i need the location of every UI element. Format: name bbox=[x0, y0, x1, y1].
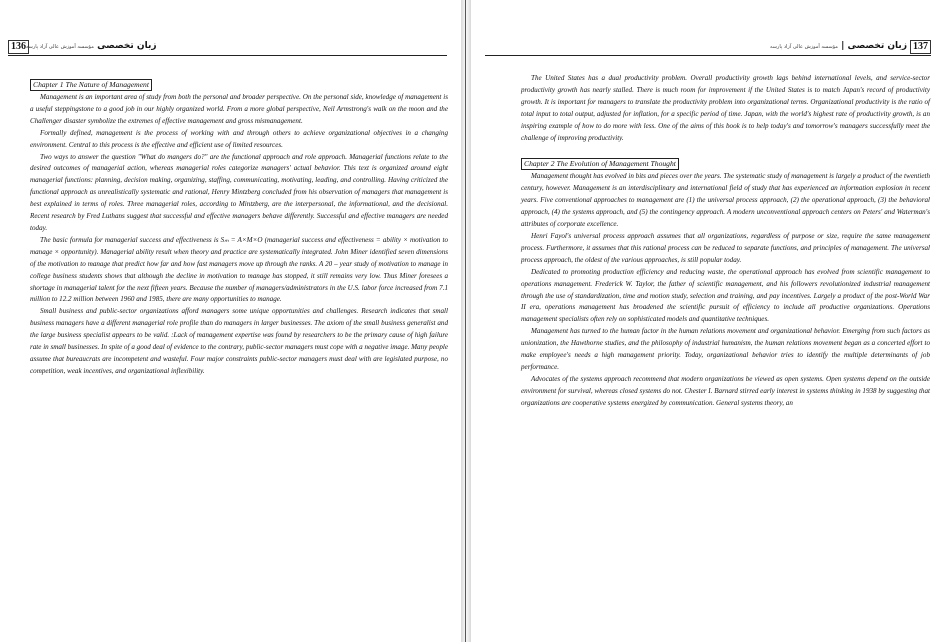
page-number: 137 bbox=[910, 40, 931, 54]
right-page-body bbox=[521, 73, 930, 410]
header-title: زبان تخصصی bbox=[97, 41, 157, 51]
paragraph: The United States has a dual productivity problem. Overall productivity growth lags behind international levels, and service-sector productivity growth has nearly stalled. There is much room for improvement if the United States is to match Japan's record of productivity growth. It is important for managers to translate the productivity problem into organizational terms. Organizational productivity is the ratio of total input to total output, adjusted for inflation, for a specific period of time. Japan, with the world's highest rate of productivity growth, is an inspiring example of how to do more with less. One of the aims of this book is to help today's and tomorrow's managers successfully meet the challenge of improving productivity. bbox=[521, 74, 930, 142]
left-page-body bbox=[30, 79, 448, 378]
paragraph: Management thought has evolved in bits and pieces over the years. The systematic study of management is largely a product of the twentieth century, however. Management is an interdisciplinary and international field of study that has experienced an information explosion in recent years. Five conventional approaches to management are (1) the universal process approach, (2) the operational approach, (3) the behavioral approach, (4) the systems approach, and (5) the contingency approach. A modern unconventional approach centers on Peters' and Waterman's attributes of corporate excellence. bbox=[521, 172, 930, 229]
paragraph: Henri Fayol's universal process approach assumes that all organizations, regardless of purpose or size, require the same management process. Furthermore, it assumes that this rational process can be reduced to separate functions, and principles of management. The universal process approach, the oldest of the various approaches, is still popular today. bbox=[521, 231, 930, 264]
page-number: 136 bbox=[8, 40, 29, 54]
paragraph: Dedicated to promoting production efficiency and reducing waste, the operational approach has evolved from scientific management to operations management. Frederick W. Taylor, the father of scientific management, and his followers revolutionized industrial management through the use of standardization, time and motion study, selection and training, and pay incentives. Largely a product of the post-World War II era, operations management has broadened the scientific pursuit of efficiency to include all productive organizations. Operations management specialists often rely on sophisticated models and quantitative techniques. bbox=[521, 267, 930, 324]
header-title: زبان تخصصی bbox=[847, 41, 907, 51]
right-page-header bbox=[485, 40, 931, 54]
paragraph: The basic formula for managerial success and effectiveness is Sₘ = A×M×O (managerial success and effectiveness = ability × motivation to manage × opportunity). Managerial ability result when theory and practice are systematically integrated. John Miner identified seven dimensions of the motivation to manage that predict how far and how fast managers move up through the ranks. A 20 – year study of motivation to manage in college business students shows that although the decline in motivation to manage has stopped, it still remains very low. Thus Miner foresees a shortage in managerial talent for the next fifteen years. Because the number of managers/administrators in the U.S. labor force increased from 7.1 million to 12.2 million between 1960 and 1985, there are many opportunities to manage. bbox=[30, 235, 448, 304]
paragraph: Two ways to answer the question "What do mangers do?" are the functional approach and role approach. Managerial functions relate to the desired outcomes of managerial action, whereas managerial roles categorize managers' actual behavior. This text is organized around eight managerial functions: planning, decision making, organizing, staffing, communicating, motivating, leading, and controlling. Having criticized the functional approach as unrealistically systematic and rational, Henry Mintzberg concluded from his observation of managers that management is best explained in terms of roles. Three managerial roles, according to Mintzberg, are the interpersonal, the informational, and the decisional. Recent research by Fred Luthans suggest that successful and effective managers behave differently. Successful and effective managers are needed today. bbox=[30, 152, 448, 232]
chapter-heading: Chapter 2 The Evolution of Management Thought bbox=[521, 158, 679, 170]
book-gutter bbox=[461, 0, 471, 642]
paragraph: Small business and public-sector organizations afford managers some unique opportunities and challenges. Research indicates that small business managers have a different managerial role profile than do managers in larger businesses. The axiom of the small business generalist and the large business specialist appears to be valid. :Lack of management expertise was found by researchers to be the primary cause of high failure rate in small businesses. In spite of a good deal of evidence to the contrary, public-sector managers must cope with a negative image. Many people assume that bureaucrats are incompetent and wasteful. Four major constraints public-sector managers must deal with are legislated purpose, no competition, weak incentives, and organizational inflexibility. bbox=[30, 307, 448, 375]
header-rule bbox=[8, 55, 447, 56]
left-page-header bbox=[8, 40, 447, 54]
paragraph: Management has turned to the human factor in the human relations movement and organizational behavior. Emerging from such factors as unionization, the Hawthorne studies, and the philosophy of industrial humanism, the human relations movement began as a concerted effort to make employee's needs a high management priority. Today, organizational behavior tries to identify the multiple determinants of job performance. bbox=[521, 327, 930, 371]
paragraph: Formally defined, management is the process of working with and through others to achieve organizational objectives in a changing environment. Central to this process is the effective and efficient use of limited resources. bbox=[30, 128, 448, 149]
paragraph: Advocates of the systems approach recommend that modern organizations be viewed as open systems. Open systems depend on the outside environment for survival, whereas closed systems do not. Chester I. Barnard stirred early interest in systems thinking in 1938 by suggesting that organizations are cooperative systems energized by communication. General systems theory, an bbox=[521, 374, 930, 407]
left-page bbox=[0, 0, 461, 642]
running-header bbox=[26, 41, 157, 51]
header-subtitle: مؤسسه آموزش عالی آزاد پارسه bbox=[770, 44, 838, 50]
paragraph: Management is an important area of study from both the personal and broader perspective. On the personal side, knowledge of management is a useful steppingstone to a good job in our highly organized world. From a more global perspective, Neil Armstrong's walk on the moon and the Challenger disaster symbolize the extremes of effective management and gross mismanagement. bbox=[30, 93, 448, 125]
header-subtitle: مؤسسه آموزش عالی آزاد پارسه bbox=[26, 44, 94, 50]
right-page bbox=[471, 0, 933, 642]
header-rule bbox=[485, 55, 931, 56]
chapter-heading: Chapter 1 The Nature of Management bbox=[30, 79, 152, 91]
running-header: زبان تخصصی | مؤسسه آموزش عالی آزاد پارسه bbox=[770, 41, 907, 51]
